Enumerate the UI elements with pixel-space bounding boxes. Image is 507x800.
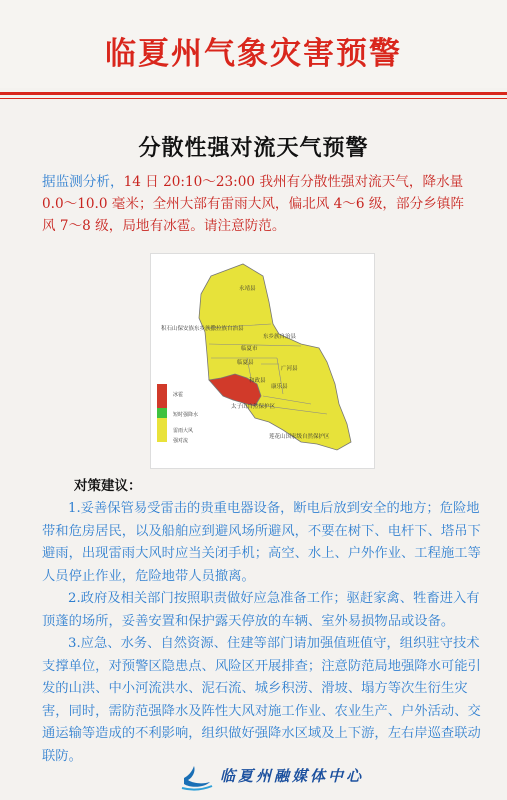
swan-logo-icon xyxy=(180,762,214,792)
footer-label: 临夏州融媒体中心 xyxy=(220,767,365,785)
advice-item: 1.妥善保管易受雷击的贵重电器设备，断电后放到安全的地方；危险地带和危房居民，以及船舶应到避风场所避风，不要在树下、电杆下、塔吊下避雨，出现雷雨大风时应当关闭手机；高空、水上、户外作业、工程施工等人员停止作业，危险地带人员撤离。 xyxy=(42,501,481,584)
summary-text: 14 日 20:10～23:00 我州有分散性强对流天气，降水量 0.0～10.0 毫米；全州大部有雷雨大风，偏北风 4～6 级，部分乡镇阵风 7～8 级，局地有冰雹。请注意防范。 xyxy=(42,174,464,234)
legend-swatch-green xyxy=(157,408,167,418)
region-label: 广河县 xyxy=(281,366,298,372)
legend-label: 强对流 xyxy=(173,438,189,444)
warning-map xyxy=(150,253,375,469)
divider-thin xyxy=(0,98,507,99)
warning-summary xyxy=(42,171,474,237)
region-label: 永靖县 xyxy=(239,286,256,292)
region-label: 莲花山国家级自然保护区 xyxy=(269,434,330,440)
header-banner xyxy=(0,0,507,88)
region-label: 东乡族自治县 xyxy=(263,334,297,340)
legend-swatch-yellow xyxy=(157,418,167,442)
advice-heading: 对策建议： xyxy=(74,478,142,494)
region-label: 康乐县 xyxy=(271,384,288,390)
warning-title: 分散性强对流天气预警 xyxy=(138,135,369,161)
region-label: 临夏市 xyxy=(241,346,258,352)
region-label: 和政县 xyxy=(249,378,266,384)
region-label: 积石山保安族东乡族撒拉族自治县 xyxy=(161,326,244,332)
footer xyxy=(0,758,507,800)
summary-lead: 据监测分析， xyxy=(42,174,124,190)
advice-item: 3.应急、水务、自然资源、住建等部门请加强值班值守，组织驻守技术支撑单位，对预警区隐患点、风险区开展排查；注意防范局地强降水可能引发的山洪、中小河流洪水、泥石流、城乡积涝、滑坡、塌方等次生衍生灾害，同时，需防范强降水及阵性大风对施工作业、农业生产、户外活动、交通运输等造成的不利影响，组织做好强降水区域及上下游，左右岸巡查联动联防。 xyxy=(42,636,481,764)
advice-item: 2.政府及相关部门按照职责做好应急准备工作；驱赶家禽、牲畜进入有顶蓬的场所，妥善安置和保护露天停放的车辆、室外易损物品或设备。 xyxy=(42,591,480,629)
legend-label: 雷雨大风 xyxy=(173,428,194,434)
legend-label: 冰雹 xyxy=(173,392,184,398)
region-label: 太子山自然保护区 xyxy=(231,404,276,410)
legend-swatch-red xyxy=(157,384,167,408)
legend-label: 短时强降水 xyxy=(173,412,199,418)
banner-title: 临夏州气象灾害预警 xyxy=(105,36,402,72)
region-label: 临夏县 xyxy=(237,360,254,366)
map-yellow-area xyxy=(199,264,351,450)
divider-thick xyxy=(0,92,507,95)
advice-list xyxy=(42,498,482,768)
prefecture-map-graphic xyxy=(151,254,374,468)
